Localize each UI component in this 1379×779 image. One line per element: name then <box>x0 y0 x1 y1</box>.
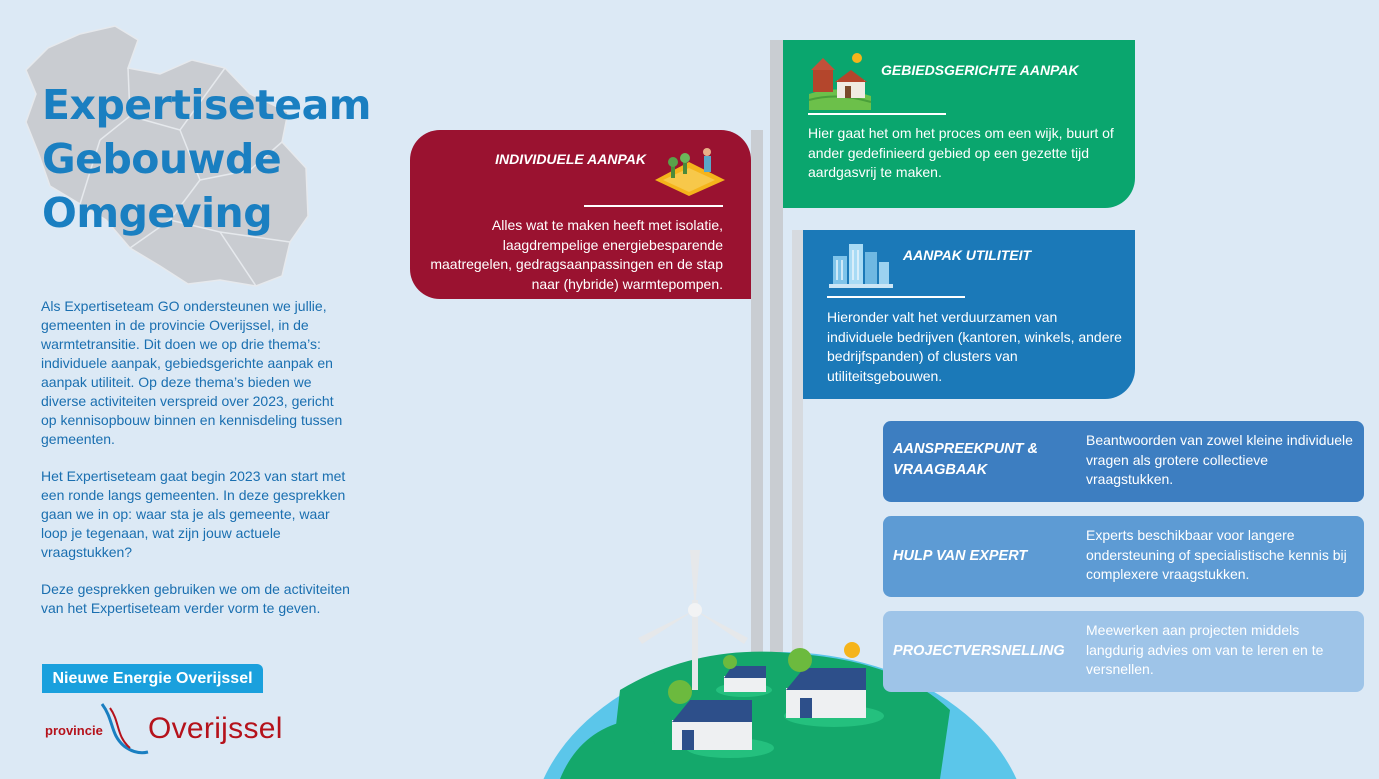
service-aanspreekpunt <box>883 421 1364 502</box>
card-text: Alles wat te maken heeft met isolatie, laagdrempelige energiebesparende maatregelen, gedragsaanpassingen en de stap naar (hybride) warmtepompen. <box>430 217 723 292</box>
garden-illustration-icon <box>653 142 727 196</box>
intro-paragraph-3: Deze gesprekken gebruiken we om de activiteiten van het Expertiseteam verder vorm te geven. <box>41 581 350 616</box>
title-line-2: Gebouwde <box>42 135 282 183</box>
service-title: HULP VAN EXPERT <box>893 548 1028 564</box>
card-individuele-aanpak <box>410 130 751 299</box>
card-title: INDIVIDUELE AANPAK <box>495 151 646 167</box>
service-title: PROJECTVERSNELLING <box>893 643 1065 659</box>
card-text: Hier gaat het om het proces om een wijk, buurt of ander gedefinieerd gebied op een gezette tijd aardgasvrij te maken. <box>808 125 1114 180</box>
card-title: GEBIEDSGERICHTE AANPAK <box>881 62 1079 78</box>
village-illustration-icon <box>807 48 873 110</box>
divider <box>827 296 965 298</box>
service-text: Meewerken aan projecten middels langdurig advies om van te leren en te versnellen. <box>1086 622 1324 677</box>
overijssel-label: Overijssel <box>148 712 283 745</box>
nieuwe-energie-overijssel-logo: Nieuwe Energie Overijssel <box>42 664 263 693</box>
card-text: Hieronder valt het verduurzamen van individuele bedrijven (kantoren, winkels, andere bedrijfspanden) of clusters van utiliteitsgebouwen. <box>827 309 1122 384</box>
divider <box>584 205 723 207</box>
card-aanpak-utiliteit <box>803 230 1135 399</box>
service-text: Beantwoorden van zowel kleine individuele vragen als grotere collectieve vraagstukken. <box>1086 432 1353 487</box>
service-projectversnelling <box>883 611 1364 692</box>
card-title: AANPAK UTILITEIT <box>903 247 1032 263</box>
intro-paragraph-1: Als Expertiseteam GO ondersteunen we jullie, gemeenten in de provincie Overijssel, in de warmtetransitie. Dit doen we op drie thema’s: individuele aanpak, gebiedsgerichte aanpak en aanpak utiliteit. Op deze thema’s bieden we diverse activiteiten verspreid over 2023, gericht op kennisopbouw binnen en kennisdeling tussen gemeenten. <box>41 298 343 447</box>
divider <box>808 113 946 115</box>
intro-paragraph-2: Het Expertiseteam gaat begin 2023 van start met een ronde langs gemeenten. In deze gesprekken gaan we in op: waar sta je als gemeente, waar loop je tegenaan, wat zijn jouw actuele vraagstukken? <box>41 468 346 560</box>
intro-text <box>41 297 351 636</box>
service-hulp-van-expert <box>883 516 1364 597</box>
title-line-1: Expertiseteam <box>42 81 371 129</box>
card-gebiedsgerichte-aanpak <box>783 40 1135 208</box>
provincie-label: provincie <box>45 723 103 738</box>
service-title: AANSPREEKPUNT & VRAAGBAAK <box>893 441 1039 478</box>
title-line-3: Omgeving <box>42 189 273 237</box>
service-text: Experts beschikbaar voor langere ondersteuning of specialistische kennis bij complexere vraagstukken. <box>1086 527 1347 582</box>
page-title <box>42 78 371 240</box>
city-buildings-icon <box>829 240 893 290</box>
